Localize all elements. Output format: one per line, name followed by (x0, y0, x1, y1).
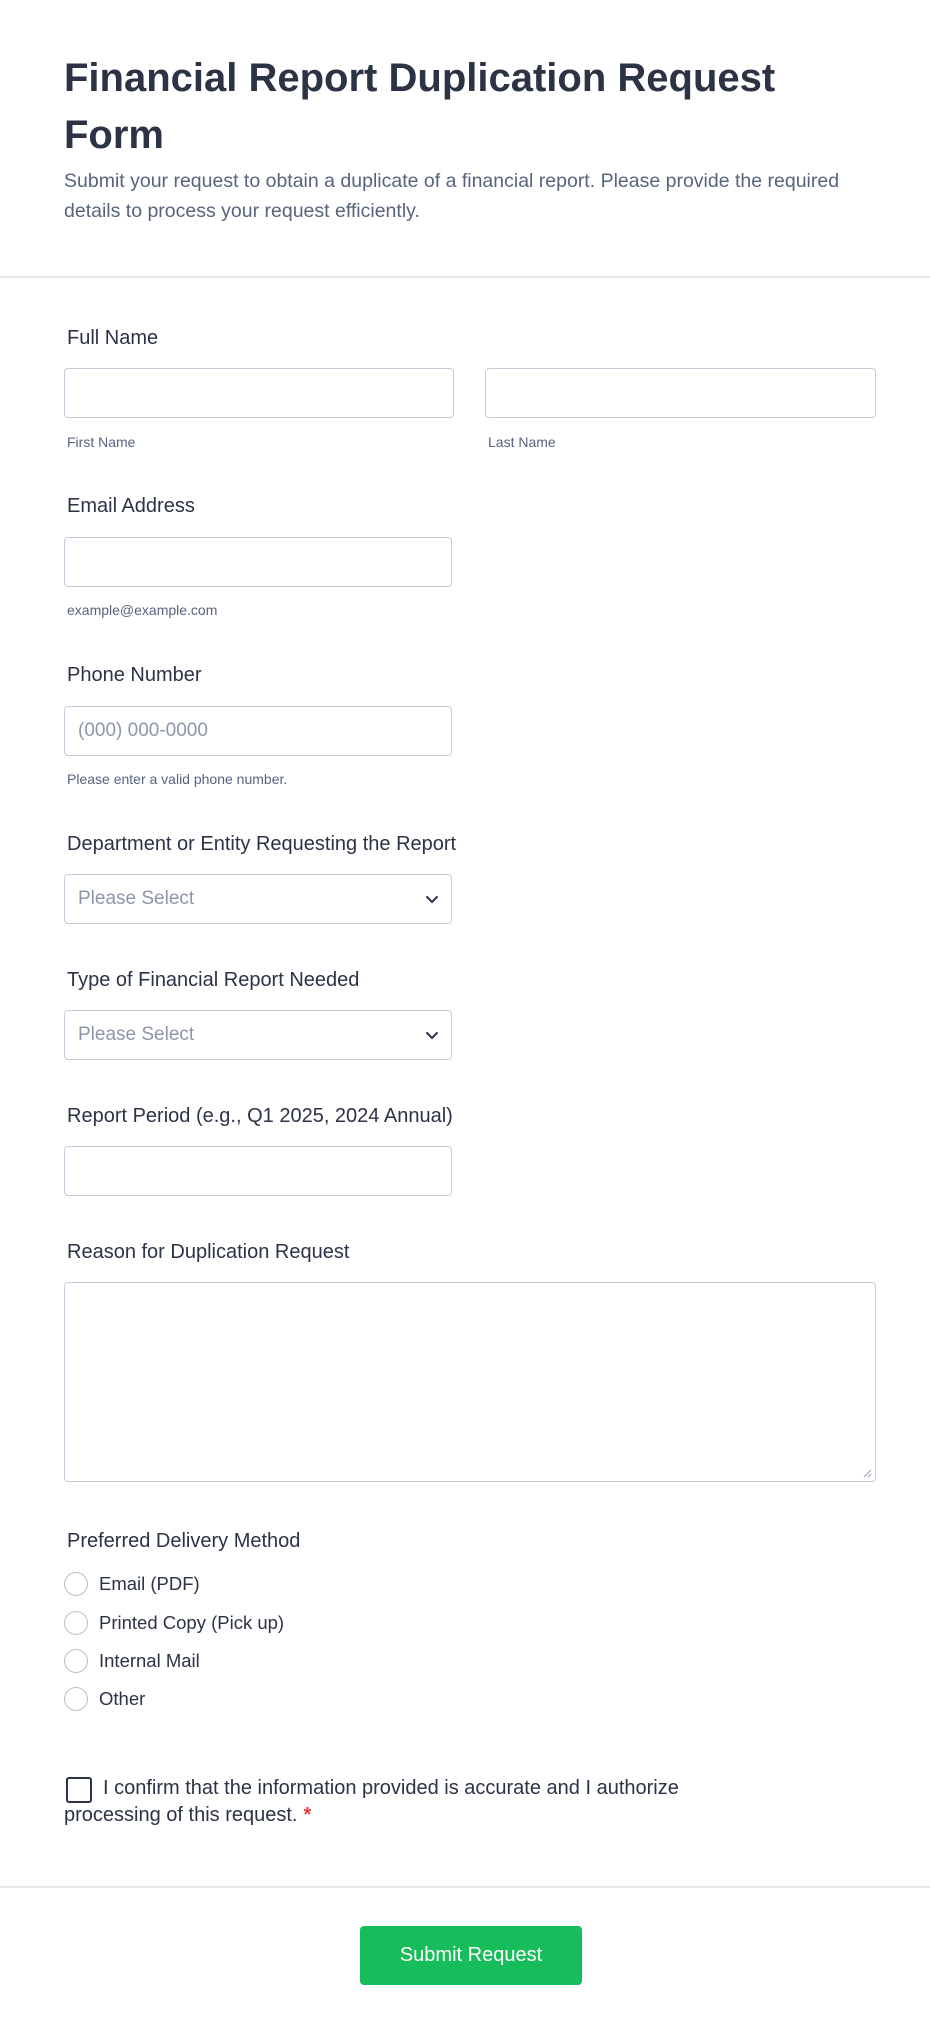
radio-label: Other (99, 1688, 146, 1709)
department-selected-value: Please Select (78, 888, 195, 909)
radio-button[interactable] (64, 1611, 88, 1635)
phone-label: Phone Number (67, 664, 202, 686)
radio-label: Internal Mail (99, 1650, 200, 1671)
report-type-label: Type of Financial Report Needed (67, 969, 360, 991)
chevron-down-icon (424, 891, 440, 907)
form-header (0, 0, 930, 278)
phone-input[interactable] (64, 706, 452, 756)
form-title: Financial Report Duplication Request Form (64, 56, 776, 157)
delivery-option-internal-mail[interactable] (64, 1647, 200, 1675)
required-asterisk: * (303, 1804, 312, 1826)
confirm-label (64, 1775, 764, 1829)
radio-button[interactable] (64, 1572, 88, 1596)
confirm-text: I confirm that the information provided is accurate and I authorize processing of this request. (64, 1777, 679, 1826)
email-label: Email Address (67, 495, 195, 517)
radio-label: Printed Copy (Pick up) (99, 1612, 285, 1633)
submit-button[interactable]: Submit Request (360, 1926, 582, 1985)
radio-button[interactable] (64, 1687, 88, 1711)
last-name-input[interactable] (485, 368, 876, 418)
email-sublabel: example@example.com (67, 602, 218, 618)
resize-handle-icon[interactable] (862, 1468, 872, 1478)
reason-label: Reason for Duplication Request (67, 1241, 350, 1263)
radio-label: Email (PDF) (99, 1573, 200, 1594)
delivery-option-other[interactable] (64, 1685, 145, 1713)
department-select[interactable] (64, 874, 452, 924)
first-name-sublabel: First Name (67, 434, 136, 450)
email-input[interactable] (64, 537, 452, 587)
reason-textarea[interactable] (64, 1282, 876, 1482)
report-type-selected-value: Please Select (78, 1024, 195, 1045)
last-name-sublabel: Last Name (488, 434, 556, 450)
phone-sublabel: Please enter a valid phone number. (67, 771, 288, 787)
phone-placeholder: (000) 000-0000 (78, 720, 208, 741)
footer-divider (0, 1886, 930, 1888)
chevron-down-icon (424, 1027, 440, 1043)
report-type-select[interactable] (64, 1010, 452, 1060)
confirm-checkbox[interactable] (66, 1777, 92, 1803)
first-name-input[interactable] (64, 368, 454, 418)
department-label: Department or Entity Requesting the Report (67, 833, 457, 855)
full-name-label: Full Name (67, 327, 159, 349)
report-period-input[interactable] (64, 1146, 452, 1196)
delivery-method-label: Preferred Delivery Method (67, 1530, 301, 1552)
report-period-label: Report Period (e.g., Q1 2025, 2024 Annual) (67, 1105, 453, 1127)
radio-button[interactable] (64, 1649, 88, 1673)
delivery-option-printed[interactable] (64, 1609, 284, 1637)
delivery-option-email[interactable] (64, 1570, 200, 1598)
form-description: Submit your request to obtain a duplicate of a financial report. Please provide the required details to process your request efficiently. (64, 170, 840, 222)
